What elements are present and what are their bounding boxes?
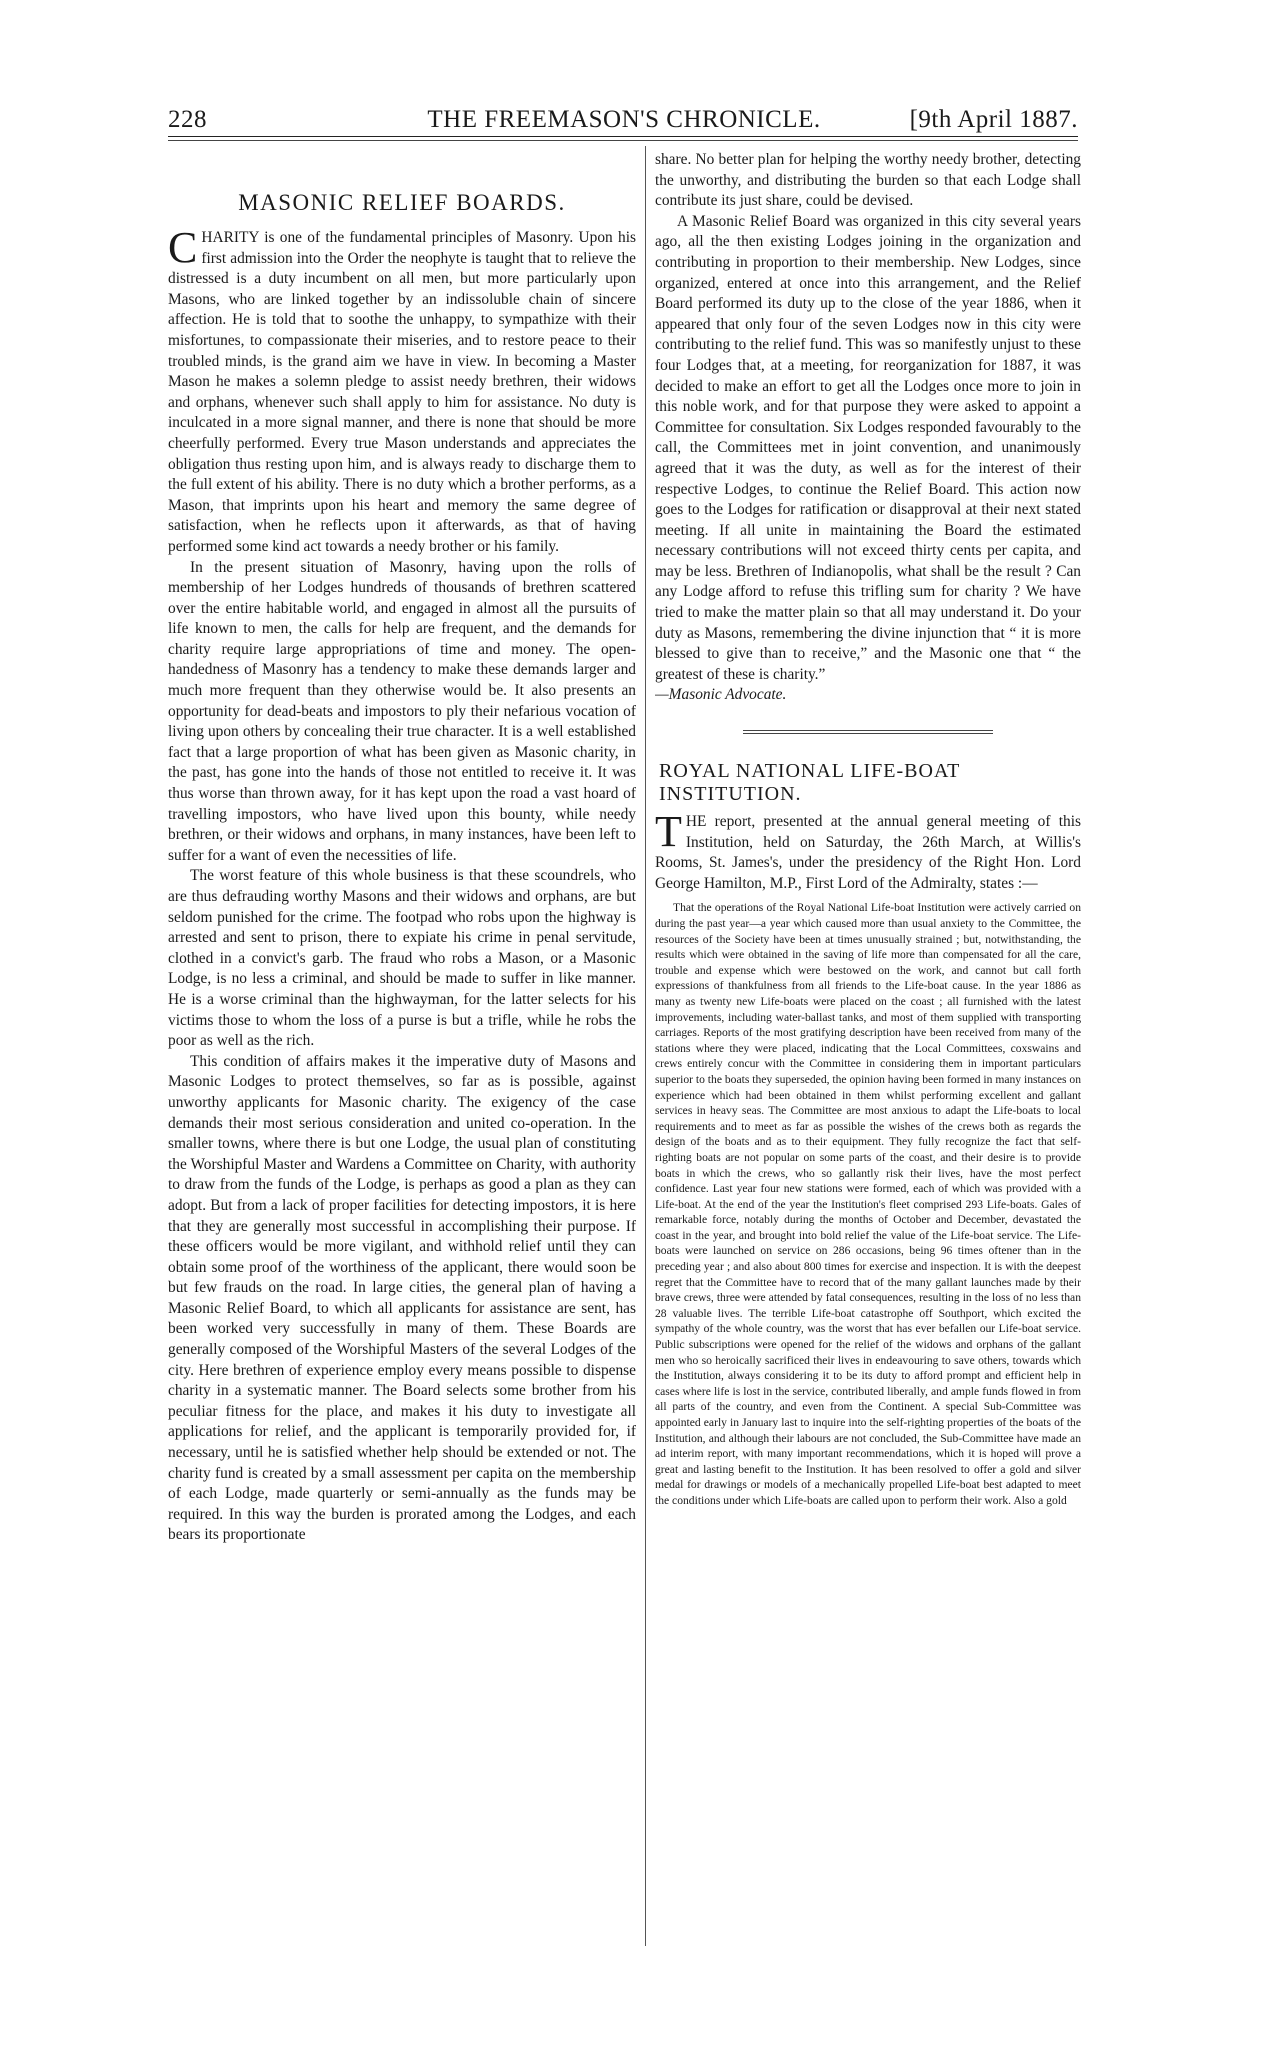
lifeboat-intro xyxy=(655,807,1081,894)
article-paragraph: In the present situation of Masonry, having upon the rolls of membership of her Lodges hundreds of thousands of brethren scattered over the entire habitable world, and engaged in almost all the pursuits of life known to men, the calls for help are frequent, and the demands for charity require large appropriations of time and money. The open-handedness of Masonry has a tendency to make these demands larger and much more frequent than they otherwise would be. It also presents an opportunity for dead-beats and impostors to ply their nefarious vocation of living upon others by concealing their true character. It is a well established fact that a large proportion of what has been given as Masonic charity, in the past, has gone into the hands of those not entitled to receive it. It was thus worse than thrown away, for it has kept upon the road a vast hoard of travelling impostors, who have lived upon this bounty, while needy brethren, or their widows and orphans, in many instances, have been left to suffer for a want of even the necessities of life. xyxy=(168,558,636,864)
section-separator xyxy=(743,730,993,734)
drop-cap: C xyxy=(168,223,198,272)
article-paragraph: THE report, presented at the annual general meeting of this Institution, held on Saturday, the 26th March, at Willis's Rooms, St. James's, under the presidency of the Right Hon. Lord George Hamilton, M.P., First Lord of the Admiralty, states :— xyxy=(655,807,1081,892)
article-paragraph: A Masonic Relief Board was organized in this city several years ago, all the then existing Lodges joining in the organization and contributing in proportion to their membership. New Lodges, since organized, entered at once into this arrangement, and the Relief Board performed its duty up to the close of the year 1886, when it appeared that only four of the seven Lodges now in this city were contributing to the relief fund. This was so manifestly unjust to these four Lodges that, at a meeting, for reorganization for 1887, it was decided to make an effort to get all the Lodges once more to join in this noble work, and for that purpose they were asked to appoint a Committee for consultation. Six Lodges responded favourably to the call, the Committees met in joint convention, and unanimously agreed that it was the duty, as well as for the interest of their respective Lodges, to continue the Relief Board. This action now goes to the Lodges for ratification or disapproval at their next stated meeting. If all unite in maintaining the Board the estimated necessary contributions will not exceed thirty cents per capita, and may be less. Brethren of Indianopolis, what shall be the result ? Can any Lodge afford to refuse this trifling sum for charity ? We have tried to make the matter plain so that all may understand it. Do your duty as Masons, remembering the divine injunction that “ it is more blessed to give than to receive,” and the Masonic one that “ the greatest of these is charity.” xyxy=(655,212,1081,683)
article-source: —Masonic Advocate. xyxy=(655,686,787,704)
right-column xyxy=(655,150,1081,1950)
journal-title: THE FREEMASON'S CHRONICLE. xyxy=(427,106,821,133)
header-rule-thin xyxy=(168,140,1078,141)
article-paragraph: This condition of affairs makes it the imperative duty of Masons and Masonic Lodges to protect themselves, so far as is possible, against unworthy applicants for Masonic charity. The exigency of the case demands their most serious consideration and united co-operation. In the smaller towns, where there is but one Lodge, the usual plan of constituting the Worshipful Master and Wardens a Committee on Charity, with authority to draw from the funds of the Lodge, is perhaps as good a plan as they can adopt. But from a lack of proper facilities for detecting impostors, it is here that they are generally most successful in accomplishing their purpose. If these officers would be more vigilant, and withhold relief until they can obtain some proof of the worthiness of the applicant, there would soon be but few frauds on the road. In large cities, the general plan of having a Masonic Relief Board, to which all applicants for assistance are sent, has been worked very successfully in many of them. These Boards are generally composed of the Worshipful Masters of the several Lodges of the city. Here brethren of experience employ every means possible to dispense charity in a systematic manner. The Board selects some brother from his peculiar fitness for the place, and makes it his duty to investigate all applications for relief, and the applicant is temporarily provided for, if necessary, until he is satisfied whether help should be extended or not. The charity fund is created by a small assessment per capita on the membership of each Lodge, made quarterly or semi-annually as the funds may be required. In this way the burden is prorated among the Lodges, and each bears its proportionate xyxy=(168,1052,636,1544)
issue-date: [9th April 1887. xyxy=(909,106,1078,133)
page-header xyxy=(168,104,1080,144)
left-column xyxy=(168,150,636,1950)
article-title-masonic-relief: MASONIC RELIEF BOARDS. xyxy=(238,190,566,215)
header-rule xyxy=(168,136,1078,137)
report-paragraph: That the operations of the Royal National Life-boat Institution were actively carried on during the past year—a year which caused more than usual anxiety to the Committee, the resources of the Society have been at times unusually strained ; but, notwithstanding, the results which were obtained in the saving of life more than compensated for all the care, trouble and expense which were bestowed on the work, and cannot but call forth expressions of thankfulness from all friends to the Life-boat cause. In the year 1886 as many as twenty new Life-boats were placed on the coast ; all furnished with the latest improvements, including water-ballast tanks, and most of them supplied with transporting carriages. Reports of the most gratifying description have been received from many of the stations where they were placed, indicating that the Local Committees, coxswains and crews entirely concur with the Committee in considering them in important particulars superior to the boats they superseded, the opinion having been formed in many instances on experience which had been obtained in them whilst performing excellent and gallant services in heavy seas. The Committee are most anxious to adapt the Life-boats to local requirements and to meet as far as possible the wishes of the crews both as regards the design of the boats and as to their equipment. They fully recognize the fact that self-righting boats are not popular on some parts of the coast, and their desire is to provide boats in which the crews, who so gallantly risk their lives, have the most perfect confidence. Last year four new stations were formed, each of which was provided with a Life-boat. At the end of the year the Institution's fleet comprised 293 Life-boats. Gales of remarkable force, notably during the months of October and December, devastated the coast in the year, and brought into bold relief the value of the Life-boat service. The Life-boats were launched on service on 286 occasions, being 96 times oftener than in the preceding year ; and also about 800 times for exercise and inspection. It is with the deepest regret that the Committee have to record that of the many gallant launches made by their brave crews, three were attended by fatal consequences, resulting in the loss of no less than 28 valuable lives. The terrible Life-boat catastrophe off Southport, which excited the sympathy of the whole country, was the worst that has ever befallen our Life-boat service. Public subscriptions were opened for the relief of the widows and orphans of the gallant men who so heroically sacrificed their lives in endeavouring to save others, towards which the Institution, always considering it to be its duty to afford prompt and efficient help in cases where life is lost in the service, contributed liberally, and ample funds flowed in from all parts of the country, and even from the Continent. A special Sub-Committee was appointed early in January last to inquire into the self-righting properties of the boats of the Institution, and although their labours are not concluded, the Sub-Committee have made an ad interim report, with many important recommendations, which it is hoped will prove a great and lasting benefit to the Institution. It has been resolved to offer a gold and silver medal for drawings or models of a mechanically propelled Life-boat best adapted to meet the conditions under which Life-boats are called upon to perform their work. Also a gold xyxy=(655,901,1081,1507)
article-continuation xyxy=(655,150,1081,706)
lifeboat-report xyxy=(655,900,1081,1508)
page-number: 228 xyxy=(168,106,207,133)
article-paragraph: The worst feature of this whole business is that these scoundrels, who are thus defrauding worthy Masons and their widows and orphans, are but seldom punished for the crime. The footpad who robs upon the highway is arrested and sent to prison, there to expiate his crime in penal servitude, clothed in a convict's garb. The fraud who robs a Mason, or a Masonic Lodge, is no less a criminal, and should be made to suffer in like manner. He is a worse criminal than the highwayman, for the latter selects for his victims those to whom the loss of a purse is but a trifle, while he robs the poor as well as the rich. xyxy=(168,867,636,1050)
drop-cap: T xyxy=(655,807,682,857)
article-paragraph: CHARITY is one of the fundamental principles of Masonry. Upon his first admission into the Order the neophyte is taught that to relieve the distressed is a duty incumbent on all men, but more particularly upon Masons, who are linked together by an indissoluble chain of sincere affection. He is told that to soothe the unhappy, to sympathize with their misfortunes, to compassionate their miseries, and to restore peace to their troubled minds, is the grand aim we have in view. In becoming a Master Mason he makes a solemn pledge to assist needy brethren, their widows and orphans, whenever such shall apply to him for assistance. No duty is inculcated in a more signal manner, and there is none that should be more cheerfully performed. Every true Mason understands and appreciates the obligation thus resting upon him, and is always ready to discharge them to the full extent of his ability. There is no duty which a brother performs, as a Mason, that imprints upon his heart and memory the same degree of satisfaction, when he reflects upon it afterwards, as that of having performed some kind act towards a needy brother or his family. xyxy=(168,223,636,555)
article-paragraph: share. No better plan for helping the worthy needy brother, detecting the unworthy, and distributing the burden so that each Lodge shall contribute its just share, could be devised. xyxy=(655,151,1081,210)
article-body xyxy=(168,223,636,1546)
article-title-lifeboat: ROYAL NATIONAL LIFE-BOAT INSTITUTION. xyxy=(659,760,961,806)
column-divider xyxy=(645,146,646,1946)
